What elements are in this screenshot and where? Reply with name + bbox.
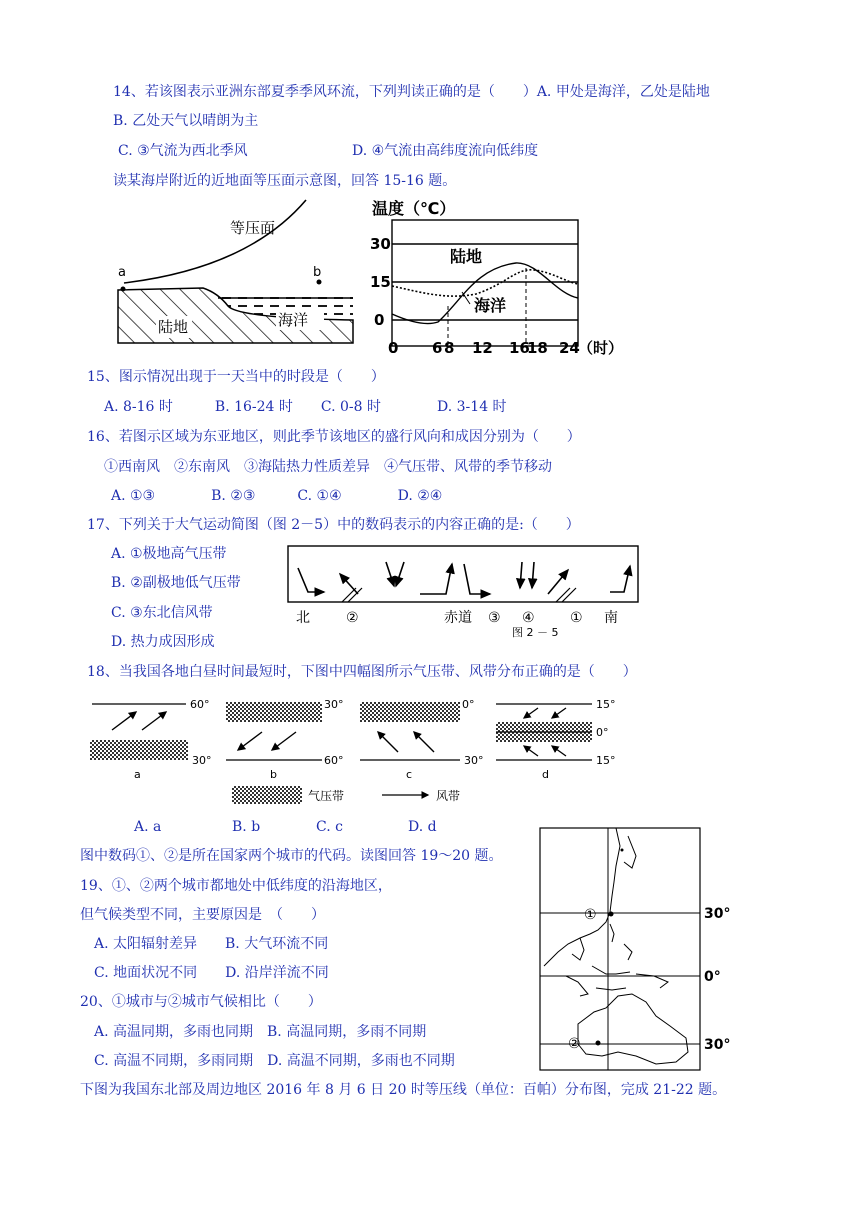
q18-option-c: C. c <box>316 819 343 835</box>
q18-stem: 18、当我国各地白昼时间最短时，下图中四幅图所示气压带、风带分布正确的是（ ） <box>87 664 637 680</box>
point-a <box>121 287 126 292</box>
map-city-1: ① <box>584 907 597 923</box>
q20-stem: 20、①城市与②城市气候相比（ ） <box>80 994 322 1010</box>
q18-option-a: A. a <box>134 819 162 835</box>
q14-option-b: B. 乙处天气以晴朗为主 <box>113 113 259 129</box>
pressure-wind-belt-figure <box>86 694 626 812</box>
q18-option-d: D. d <box>408 819 437 835</box>
ytick-30: 30 <box>370 235 391 253</box>
xtick-18: 18 <box>527 339 548 357</box>
xtick-24: 24 <box>559 339 580 357</box>
q19-stem-1: 19、①、②两个城市都地处中低纬度的沿海地区， <box>80 878 392 894</box>
xtick-12: 12 <box>472 339 493 357</box>
city-2-dot <box>596 1041 601 1046</box>
intro-21-22: 下图为我国东北部及周边地区 2016 年 8 月 6 日 20 时等压线（单位：百帕）分布图，完成 21-22 题。 <box>80 1082 727 1098</box>
panel-d-top-lat: 15° <box>596 698 616 711</box>
fig25-label-4: ④ <box>522 610 535 626</box>
fig25-label-south: 南 <box>604 610 618 626</box>
city-1-dot <box>609 912 614 917</box>
q16-options: A. ①③ B. ②③ C. ①④ D. ②④ <box>111 488 443 504</box>
q20-options-2: C. 高温不同期，多雨同期 D. 高温不同期，多雨也不同期 <box>94 1053 455 1069</box>
intro-19-20: 图中数码①、②是所在国家两个城市的代码。读图回答 19～20 题。 <box>80 848 503 864</box>
fig25-label-2: ② <box>346 610 359 626</box>
q17-option-d: D. 热力成因形成 <box>111 634 215 650</box>
intro-15-16: 读某海岸附近的近地面等压面示意图，回答 15-16 题。 <box>113 173 457 189</box>
legend-belt-label: 气压带 <box>308 789 345 803</box>
q15-options: A. 8-16 时 B. 16-24 时 C. 0-8 时 D. 3-14 时 <box>104 399 507 415</box>
q17-option-b: B. ②副极地低气压带 <box>111 575 241 591</box>
series-label-land: 陆地 <box>450 247 483 266</box>
label-a: a <box>118 265 126 280</box>
asia-australia-map <box>536 826 740 1074</box>
ytick-15: 15 <box>370 273 391 291</box>
fig25-label-equator: 赤道 <box>444 610 472 626</box>
q19-options-2: C. 地面状况不同 D. 沿岸洋流不同 <box>94 965 329 981</box>
panel-c-top-lat: 0° <box>462 698 475 711</box>
q14-stem: 14、若该图表示亚洲东部夏季季风环流，下列判读正确的是（ ）A. 甲处是海洋，乙处是陆地 <box>113 84 710 100</box>
map-lat-top: 30° <box>704 906 731 922</box>
q16-stem: 16、若图示区域为东亚地区，则此季节该地区的盛行风向和成因分别为（ ） <box>87 429 581 445</box>
label-sea: 海洋 <box>278 311 309 329</box>
panel-d-label: d <box>542 768 549 781</box>
q19-options-1: A. 太阳辐射差异 B. 大气环流不同 <box>94 936 329 952</box>
panel-c-label: c <box>406 768 413 781</box>
isobaric-surface-line <box>124 200 306 283</box>
map-lat-mid: 0° <box>704 969 721 985</box>
panel-a-bottom-lat: 30° <box>192 754 212 767</box>
panel-d-bottom-lat: 15° <box>596 754 616 767</box>
panel-b-bottom-lat: 60° <box>324 754 344 767</box>
legend-wind-label: 风带 <box>436 789 461 803</box>
q19-stem-2: 但气候类型不同，主要原因是 （ ） <box>80 907 325 923</box>
point-b <box>317 280 322 285</box>
map-city-2: ② <box>568 1036 581 1052</box>
temperature-axis-label: 温度（℃） <box>372 199 456 218</box>
xtick-8: 8 <box>444 339 455 357</box>
fig25-label-1: ① <box>570 610 583 626</box>
temperature-chart <box>366 196 636 361</box>
q18-option-b: B. b <box>232 819 261 835</box>
pressure-surface-figure <box>108 198 358 348</box>
label-isobaric-surface: 等压面 <box>230 219 276 237</box>
q20-options-1: A. 高温同期，多雨也同期 B. 高温同期，多雨不同期 <box>94 1024 427 1040</box>
fig25-label-north: 北 <box>296 610 310 626</box>
map-lat-bottom: 30° <box>704 1037 731 1053</box>
q17-option-a: A. ①极地高气压带 <box>111 546 227 562</box>
atmosphere-circulation-figure <box>284 544 644 642</box>
panel-a-label: a <box>134 768 141 781</box>
xtick-0: 0 <box>388 339 399 357</box>
panel-b-top-lat: 30° <box>324 698 344 711</box>
x-unit: （时） <box>578 339 624 357</box>
q17-option-c: C. ③东北信风带 <box>111 605 213 621</box>
q14-option-d: D. ④气流由高纬度流向低纬度 <box>352 143 539 159</box>
panel-d-mid-lat: 0° <box>596 726 609 739</box>
series-label-sea: 海洋 <box>474 296 507 315</box>
legend-belt-swatch <box>232 786 302 804</box>
xtick-16: 16 <box>509 339 530 357</box>
fig25-label-3: ③ <box>488 610 501 626</box>
label-b: b <box>313 265 322 280</box>
panel-c-bottom-lat: 30° <box>464 754 484 767</box>
q15-stem: 15、图示情况出现于一天当中的时段是（ ） <box>87 369 385 385</box>
q14-option-c: C. ③气流为西北季风 <box>118 143 248 159</box>
fig25-caption: 图 2 － 5 <box>512 626 559 639</box>
q17-stem: 17、下列关于大气运动简图（图 2－5）中的数码表示的内容正确的是:（ ） <box>87 517 580 533</box>
xtick-6: 6 <box>432 339 443 357</box>
label-land: 陆地 <box>158 318 189 336</box>
ytick-0: 0 <box>374 311 385 329</box>
panel-b-label: b <box>270 768 277 781</box>
q16-items: ①西南风 ②东南风 ③海陆热力性质差异 ④气压带、风带的季节移动 <box>104 459 552 475</box>
panel-a-top-lat: 60° <box>190 698 210 711</box>
